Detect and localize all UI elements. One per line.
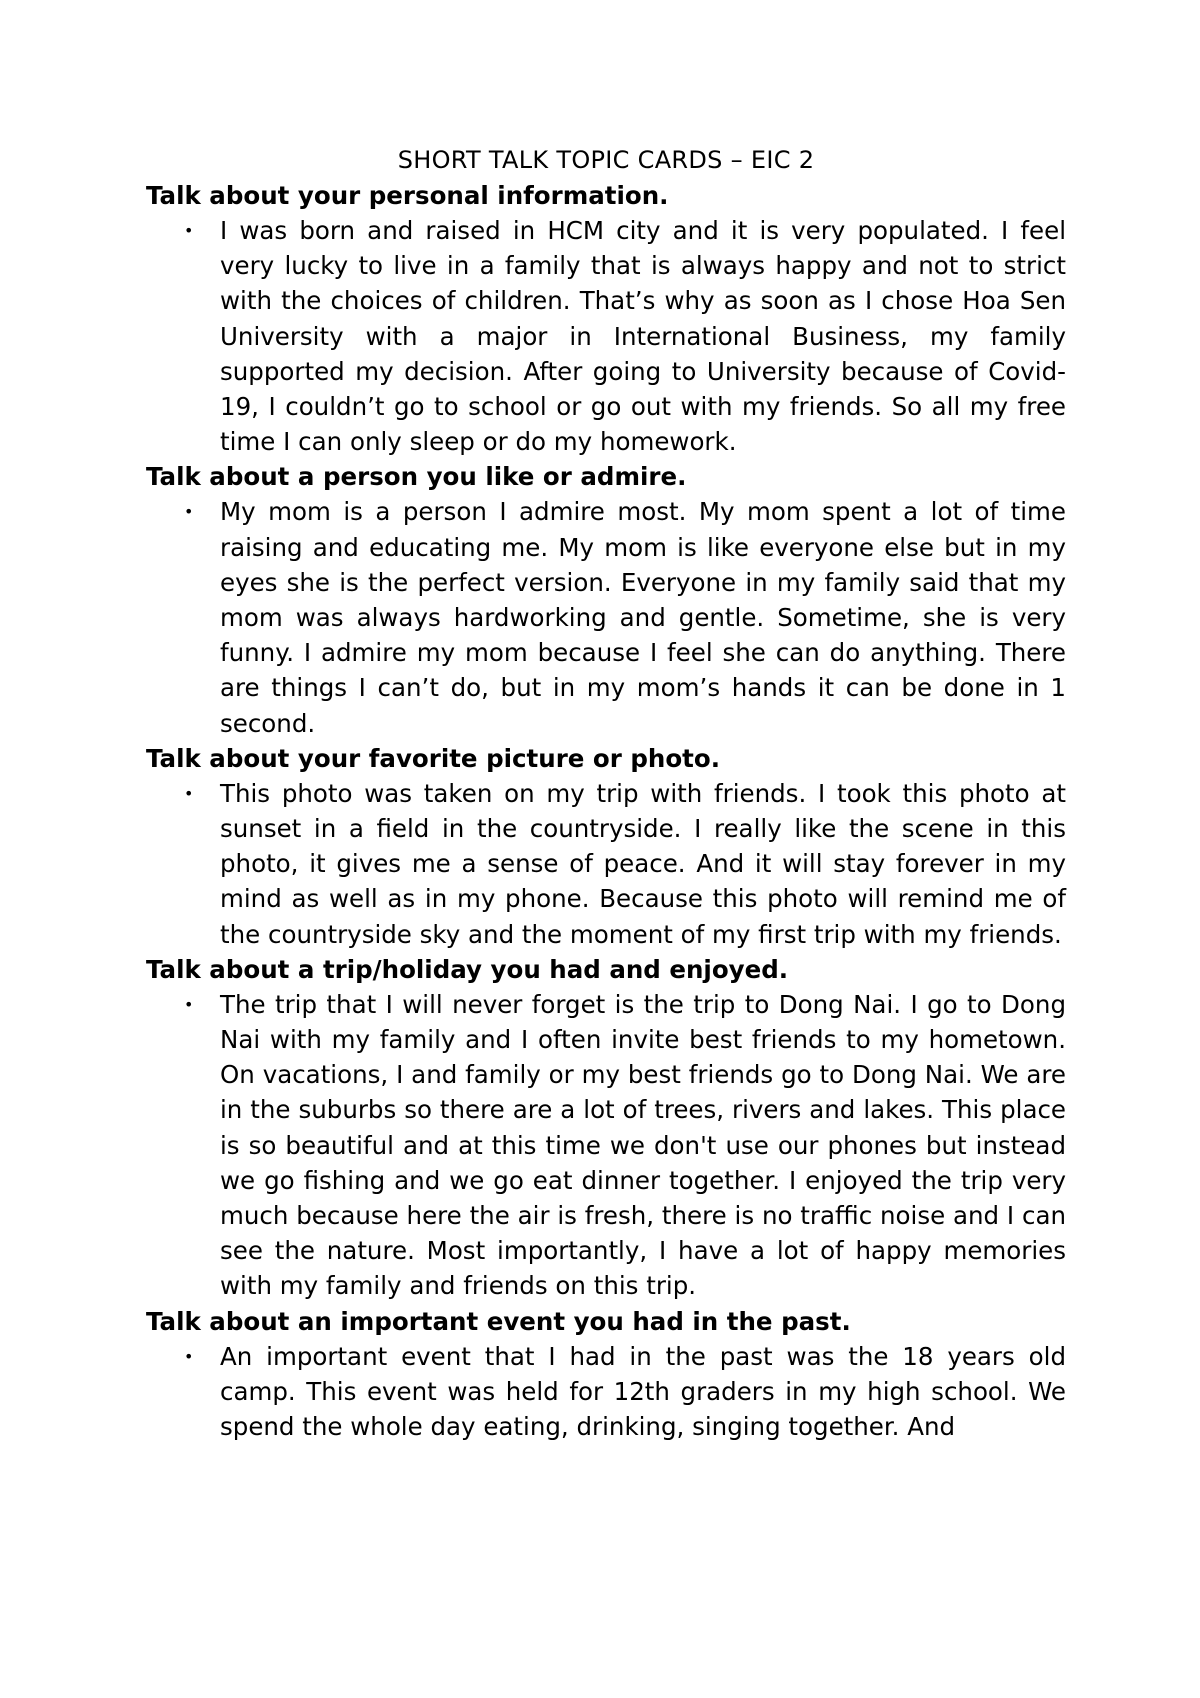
document-title: SHORT TALK TOPIC CARDS – EIC 2: [397, 146, 815, 174]
answer-list: [146, 987, 1066, 1304]
topic-heading: Talk about your personal information.: [146, 181, 669, 210]
topic-section-personal-information: [146, 178, 1066, 459]
list-item: [146, 987, 1066, 1304]
topic-heading: Talk about a trip/holiday you had and enjoyed.: [146, 954, 789, 984]
bullet-icon: •: [184, 1346, 194, 1366]
answer-list: [146, 494, 1066, 740]
topic-section-trip-holiday: [146, 952, 1066, 1304]
answer-text: An important event that I had in the past was the 18 years old camp. This event was held for 12th graders in my high school. We spend the whole day eating, drinking, singing together. And: [220, 1341, 1066, 1442]
topic-heading: Talk about a person you like or admire.: [146, 462, 687, 492]
answer-text: I was born and raised in HCM city and it is very populated. I feel very lucky to live in a family that is always happy and not to strict with the choices of children. That’s why as soon as I chose Hoa Sen University with a major in International Business, my family supported my decision. After going to University because of Covid-19, I couldn’t go to school or go out with my friends. So all my free time I can only sleep or do my homework.: [220, 216, 1066, 457]
answer-list: [146, 1339, 1066, 1445]
topic-heading: Talk about your favorite picture or photo.: [146, 743, 721, 773]
topic-section-important-event: [146, 1304, 1066, 1445]
list-item: [146, 494, 1066, 740]
topic-heading: Talk about an important event you had in the past.: [146, 1306, 851, 1336]
answer-list: [146, 776, 1066, 952]
answer-text: The trip that I will never forget is the trip to Dong Nai. I go to Dong Nai with my family and I often invite best friends to my hometown. On vacations, I and family or my best friends go to Dong Nai. We are in the suburbs so there are a lot of trees, rivers and lakes. This place is so beautiful and at this time we don't use our phones but instead we go fishing and we go eat dinner together. I enjoyed the trip very much because here the air is fresh, there is no traffic noise and I can see the nature. Most importantly, I have a lot of happy memories with my family and friends on this trip.: [220, 989, 1066, 1301]
bullet-icon: •: [184, 502, 194, 522]
answer-list: [146, 213, 1066, 459]
bullet-icon: •: [184, 994, 194, 1014]
list-item: [146, 776, 1066, 952]
topic-section-person-admire: [146, 459, 1066, 740]
list-item: [146, 1339, 1066, 1445]
answer-text: My mom is a person I admire most. My mom spent a lot of time raising and educating me. My mom is like everyone else but in my eyes she is the perfect version. Everyone in my family said that my mom was always hardworking and gentle. Sometime, she is very funny. I admire my mom because I feel she can do anything. There are things I can’t do, but in my mom’s hands it can be done in 1 second.: [220, 497, 1066, 738]
bullet-icon: •: [184, 221, 194, 240]
bullet-icon: •: [184, 783, 194, 803]
topic-section-favorite-photo: [146, 741, 1066, 952]
document-page: [146, 142, 1066, 1444]
list-item: [146, 213, 1066, 459]
answer-text: This photo was taken on my trip with friends. I took this photo at sunset in a field in the countryside. I really like the scene in this photo, it gives me a sense of peace. And it will stay forever in my mind as well as in my phone. Because this photo will remind me of the countryside sky and the moment of my first trip with my friends.: [220, 778, 1066, 949]
